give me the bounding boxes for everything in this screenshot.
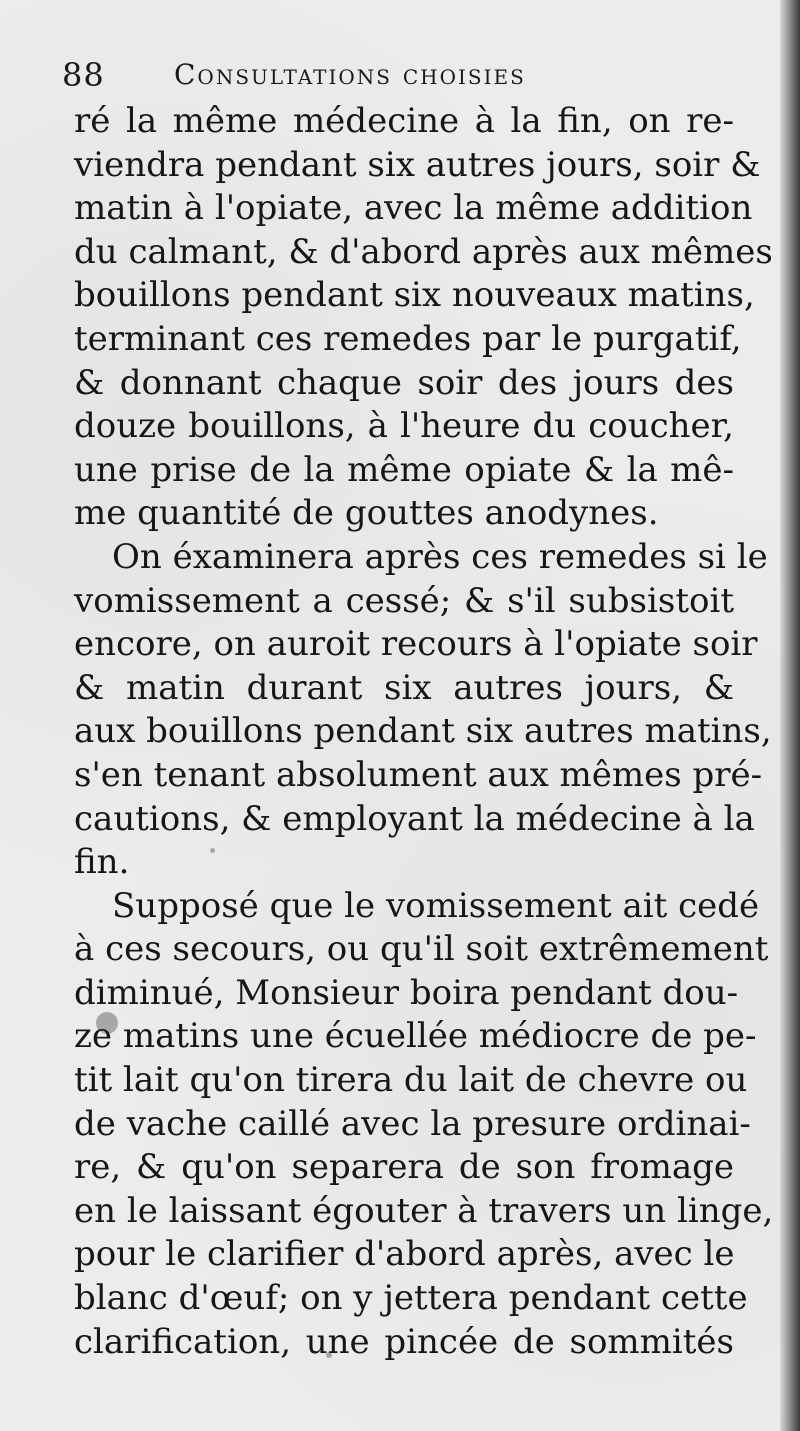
running-title: Consultations choisies — [174, 58, 526, 91]
text-line: re, & qu'on separera de son fromage — [74, 1147, 734, 1188]
text-line: une prise de la même opiate & la mê- — [74, 449, 734, 490]
paragraph-3 — [74, 885, 774, 1365]
paragraph-1 — [74, 100, 773, 536]
text-line: tit lait qu'on tirera du lait de chevre ou — [74, 1060, 748, 1101]
text-line: du calmant, & d'abord après aux mêmes — [74, 231, 773, 272]
text-line: Supposé que le vomissement ait cedé — [112, 885, 760, 926]
text-line: ré la même médecine à la fin, on re- — [74, 101, 734, 141]
text-line: matin à l'opiate, avec la même addition — [74, 188, 753, 229]
text-line: en le laissant égouter à travers un linge, — [74, 1190, 774, 1231]
text-line: encore, on auroit recours à l'opiate soir — [74, 624, 758, 665]
text-line: blanc d'œuf; on y jettera pendant cette — [74, 1278, 748, 1319]
ink-blemish — [96, 1012, 118, 1034]
ink-blemish — [326, 1352, 332, 1358]
page-edge-shadow — [780, 0, 800, 1431]
text-line: s'en tenant absolument aux mêmes pré- — [74, 754, 763, 795]
ink-blemish — [210, 848, 215, 853]
text-line: ze matins une écuellée médiocre de pe- — [74, 1016, 757, 1057]
text-line: de vache caillé avec la presure ordinai- — [74, 1103, 751, 1144]
text-line: diminué, Monsieur boira pendant dou- — [74, 972, 739, 1013]
text-line: fin. — [74, 842, 130, 883]
paragraph-2 — [74, 536, 772, 885]
text-line: pour le clarifier d'abord après, avec le — [74, 1234, 735, 1275]
text-line: & donnant chaque soir des jours des — [74, 362, 734, 403]
page-number: 88 — [62, 56, 105, 94]
text-line: aux bouillons pendant six autres matins, — [74, 711, 772, 752]
body-text — [74, 100, 774, 1364]
text-line: clarification, une pincée de sommités — [74, 1321, 734, 1362]
text-line: à ces secours, ou qu'il soit extrêmement — [74, 929, 769, 970]
text-line: douze bouillons, à l'heure du coucher, — [74, 406, 734, 447]
text-line: vomissement a cessé; & s'il subsistoit — [74, 580, 734, 621]
text-line: On éxaminera après ces remedes si le — [112, 536, 768, 577]
page-header — [62, 56, 722, 98]
text-line: terminant ces remedes par le purgatif, — [74, 318, 742, 359]
text-line: bouillons pendant six nouveaux matins, — [74, 275, 755, 316]
text-line: & matin durant six autres jours, & — [74, 667, 734, 708]
text-line: cautions, & employant la médecine à la — [74, 798, 755, 839]
text-line: viendra pendant six autres jours, soir & — [74, 144, 761, 185]
text-line: me quantité de gouttes anodynes. — [74, 493, 659, 534]
